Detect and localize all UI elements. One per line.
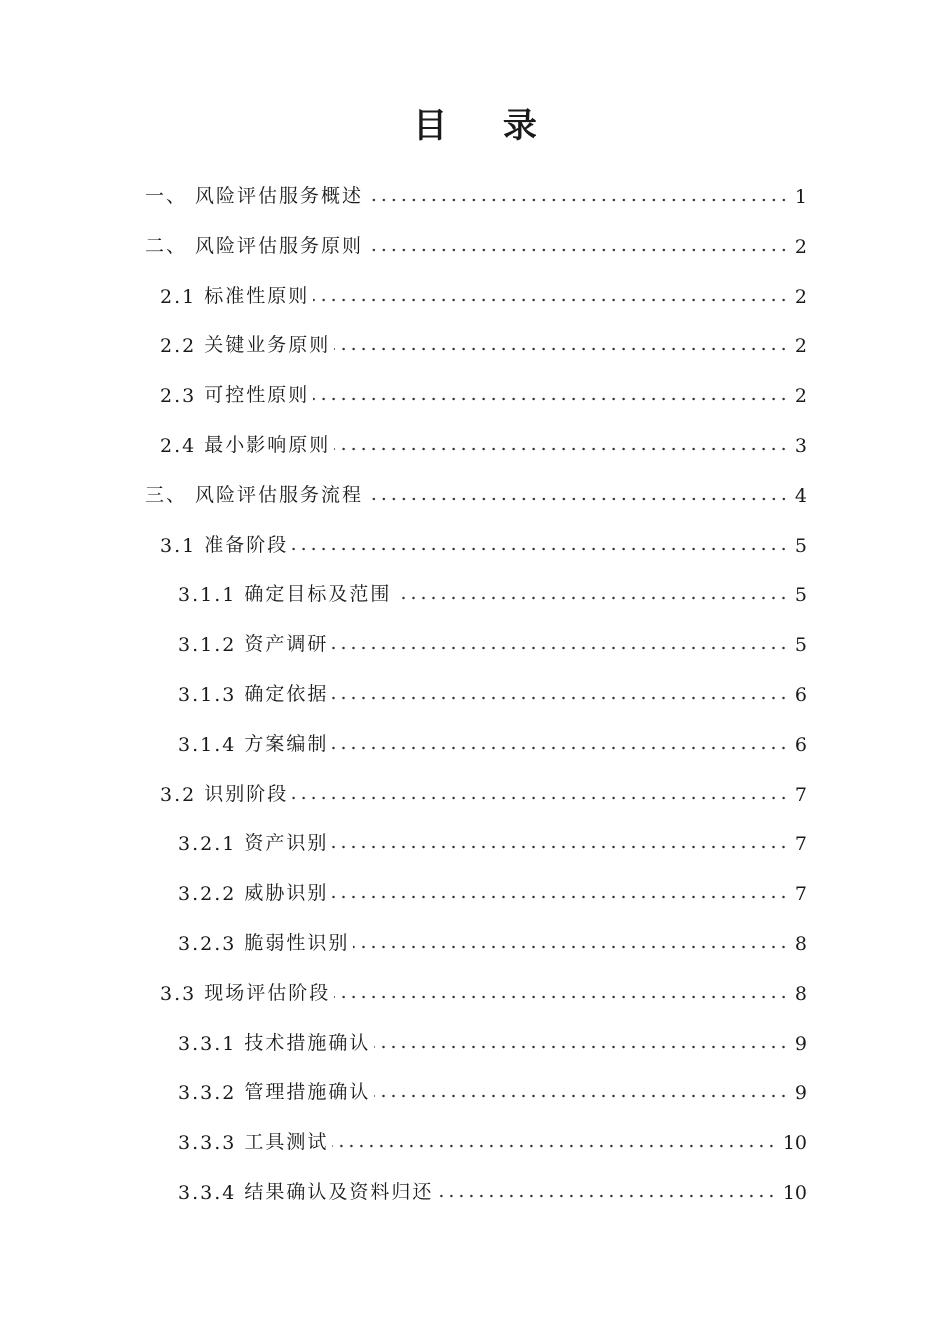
toc-entry-title: 管理措施确认 (244, 1081, 371, 1104)
toc-entry-page-number: 9 (794, 1032, 807, 1055)
toc-entry-number: 3.3.2 (178, 1082, 245, 1105)
toc-entry-page-number: 2 (794, 235, 807, 258)
toc-entry-number: 3.2 (160, 783, 205, 806)
toc-entry-number: 3.3.4 (178, 1182, 245, 1204)
dot-leader (292, 547, 789, 551)
toc-entry[interactable] (160, 975, 807, 1005)
toc-entry-page-number: 6 (794, 733, 807, 756)
toc-entry-number: 3.1.2 (178, 634, 245, 657)
toc-entry-title: 风险评估服务原则 (195, 234, 364, 257)
toc-entry[interactable] (160, 527, 807, 557)
toc-entry-title: 风险评估服务流程 (195, 483, 364, 506)
dot-leader (332, 1144, 776, 1148)
dot-leader (367, 198, 789, 202)
toc-entry-title: 技术措施确认 (244, 1031, 371, 1054)
toc-entry-page-number: 5 (794, 584, 807, 607)
toc-entry-title: 方案编制 (244, 732, 329, 755)
toc-entry-number: 二、 (145, 234, 196, 257)
toc-entry-number: 3.1 (160, 534, 205, 557)
toc-entry[interactable] (178, 1124, 807, 1154)
toc-entry-title: 资产识别 (244, 832, 329, 855)
toc-entry-page-number: 2 (794, 385, 807, 408)
toc-entry-page-number: 10 (782, 1132, 807, 1155)
toc-entry[interactable] (145, 228, 807, 258)
toc-entry[interactable] (145, 477, 807, 507)
toc-entry-page-number: 5 (794, 534, 807, 557)
dot-leader (353, 945, 789, 949)
toc-entry-number: 2.1 (160, 285, 205, 308)
toc-entry[interactable] (178, 726, 807, 756)
dot-leader (367, 248, 789, 252)
toc-entry[interactable] (160, 278, 807, 308)
dot-leader (332, 646, 789, 650)
toc-entry-page-number: 8 (794, 982, 807, 1005)
toc-entry-title: 工具测试 (244, 1131, 329, 1154)
toc-entry-title: 识别阶段 (204, 782, 289, 805)
toc-entry-title: 脆弱性识别 (244, 932, 350, 954)
toc-entry[interactable] (178, 576, 807, 606)
toc-entry-number: 三、 (145, 483, 196, 506)
toc-entry-title: 确定目标及范围 (244, 583, 392, 606)
toc-entry-number: 2.4 (160, 435, 205, 457)
toc-entry-title: 威胁识别 (244, 882, 329, 905)
toc-entry[interactable] (145, 178, 807, 208)
toc-entry-page-number: 5 (794, 634, 807, 657)
toc-entry-title: 标准性原则 (204, 284, 310, 307)
toc-entry[interactable] (160, 377, 807, 407)
toc-entry-page-number: 4 (794, 484, 807, 507)
toc-entry-title: 现场评估阶段 (204, 981, 331, 1004)
toc-title: 目 录 (413, 106, 559, 146)
toc-entry-title: 最小影响原则 (204, 434, 331, 456)
toc-entry-page-number: 7 (794, 783, 807, 806)
toc-entry-number: 3.3.3 (178, 1132, 245, 1155)
toc-entry-page-number: 2 (794, 335, 807, 358)
toc-entry-number: 3.2.1 (178, 833, 245, 856)
toc-entry-title: 确定依据 (244, 683, 329, 705)
dot-leader (334, 347, 789, 351)
toc-entry-page-number: 1 (794, 186, 807, 208)
toc-entry[interactable] (178, 1025, 807, 1055)
dot-leader (332, 746, 789, 750)
toc-entry-number: 一、 (145, 185, 196, 207)
dot-leader (374, 1045, 789, 1049)
toc-entry-page-number: 6 (794, 684, 807, 706)
toc-entry[interactable] (178, 925, 807, 955)
toc-entry-title: 风险评估服务概述 (195, 185, 364, 207)
toc-entry[interactable] (178, 825, 807, 855)
toc-entry-title: 可控性原则 (204, 384, 310, 407)
toc-entry-number: 3.3.1 (178, 1032, 245, 1055)
toc-entry[interactable] (178, 676, 807, 706)
toc-entry-page-number: 9 (794, 1082, 807, 1105)
dot-leader (334, 995, 789, 999)
toc-entry-title: 结果确认及资料归还 (244, 1181, 434, 1203)
toc-entry-number: 2.3 (160, 385, 205, 408)
toc-entry-number: 3.1.1 (178, 584, 245, 607)
toc-entry-title: 资产调研 (244, 633, 329, 656)
dot-leader (313, 298, 789, 302)
toc-entry-number: 3.2.3 (178, 933, 245, 955)
toc-entry-number: 3.2.2 (178, 883, 245, 906)
toc-entry-number: 3.1.3 (178, 684, 245, 706)
dot-leader (334, 447, 789, 451)
dot-leader (313, 397, 789, 401)
toc-entry-page-number: 7 (794, 883, 807, 906)
toc-entry-page-number: 7 (794, 833, 807, 856)
toc-entry-number: 3.1.4 (178, 733, 245, 756)
toc-entry[interactable] (160, 427, 807, 457)
toc-entry[interactable] (178, 875, 807, 905)
dot-leader (292, 796, 789, 800)
toc-entry[interactable] (160, 776, 807, 806)
toc-entry-page-number: 3 (794, 435, 807, 457)
dot-leader (332, 845, 789, 849)
toc-entry-number: 2.2 (160, 335, 205, 358)
toc-entry[interactable] (178, 626, 807, 656)
dot-leader (374, 1094, 789, 1098)
dot-leader (367, 497, 789, 501)
toc-entry-page-number: 2 (794, 285, 807, 308)
toc-entry[interactable] (160, 327, 807, 357)
dot-leader (437, 1194, 776, 1198)
toc-entry-title: 关键业务原则 (204, 334, 331, 357)
toc-entry-number: 3.3 (160, 982, 205, 1005)
toc-entry-title: 准备阶段 (204, 533, 289, 556)
dot-leader (395, 596, 789, 600)
toc-entry-page-number: 10 (782, 1182, 807, 1204)
toc-entry[interactable] (178, 1074, 807, 1104)
toc-entry[interactable] (178, 1174, 807, 1204)
toc-entry-page-number: 8 (794, 933, 807, 955)
dot-leader (332, 696, 789, 700)
dot-leader (332, 895, 789, 899)
